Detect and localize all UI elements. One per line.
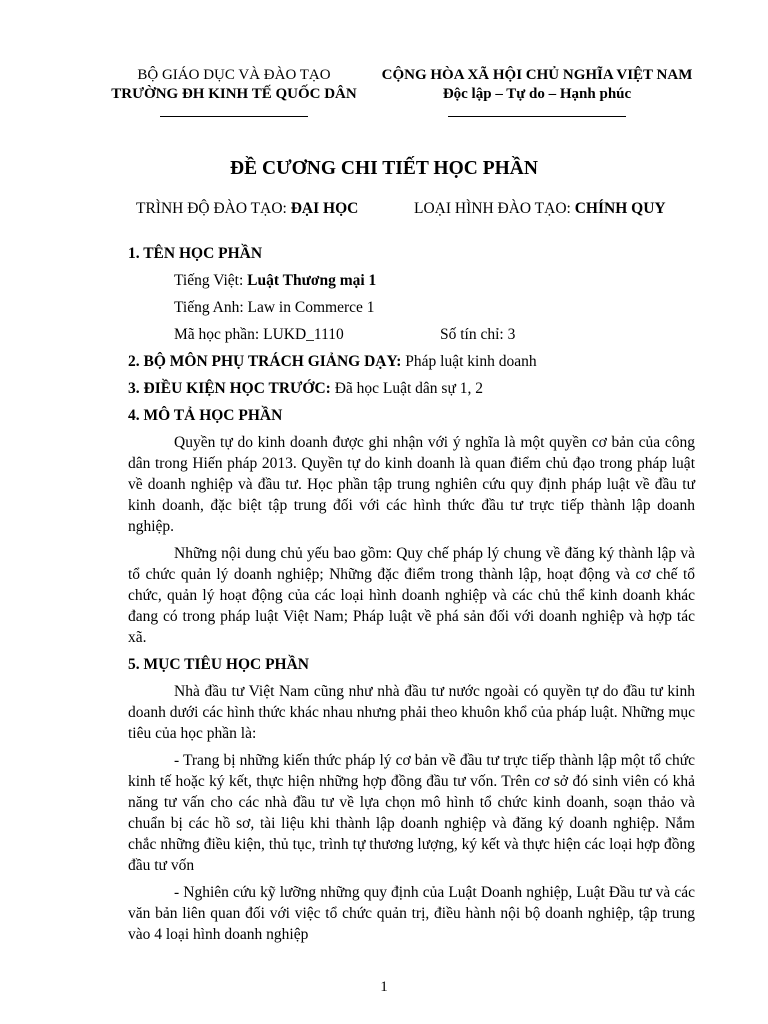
header-republic-block — [370, 66, 704, 117]
section-1-heading: 1. TÊN HỌC PHẦN — [128, 245, 263, 262]
section-5-heading: 5. MỤC TIÊU HỌC PHẦN — [128, 656, 309, 673]
training-type — [414, 198, 666, 219]
header-left-underline — [160, 116, 308, 117]
training-level-value: ĐẠI HỌC — [290, 200, 359, 217]
document-body — [128, 243, 695, 951]
course-name-english — [128, 297, 695, 318]
section-5-paragraph-3: - Nghiên cứu kỹ lưỡng những quy định của Luật Doanh nghiệp, Luật Đầu tư và các văn bản liên quan đối với việc tổ chức quản trị, điều hành nội bộ doanh nghiệp, tập trung vào 4 loại hình doanh nghiệp — [128, 884, 695, 943]
credits-label: Số tín chỉ: — [440, 326, 504, 343]
header-ministry-block — [96, 66, 372, 117]
course-code-value: LUKD_1110 — [263, 326, 344, 343]
section-2 — [128, 351, 695, 372]
english-value: Law in Commerce 1 — [247, 299, 375, 316]
section-5-paragraph-1: Nhà đầu tư Việt Nam cũng như nhà đầu tư nước ngoài có quyền tự do đầu tư kinh doanh dưới các hình thức khác nhau nhưng phải theo khuôn khổ của pháp luật. Những mục tiêu của học phần là: — [128, 683, 695, 742]
section-3-value: Đã học Luật dân sự 1, 2 — [334, 380, 483, 397]
section-4-paragraph-2: Những nội dung chủ yếu bao gồm: Quy chế pháp lý chung về đăng ký thành lập và tổ chức quản lý doanh nghiệp; Những đặc điểm trong thành lập, hoạt động và cơ chế tổ chức, quản lý hoạt động của các loại hình doanh nghiệp và các chủ thể kinh doanh khác đang có trong pháp luật Việt Nam; Pháp luật về phá sản đối với doanh nghiệp và hợp tác xã. — [128, 545, 695, 646]
document-title: ĐỀ CƯƠNG CHI TIẾT HỌC PHẦN — [230, 158, 538, 179]
english-label: Tiếng Anh: — [174, 299, 244, 316]
page-number: 1 — [380, 979, 388, 995]
university-name: TRƯỜNG ĐH KINH TẾ QUỐC DÂN — [111, 86, 357, 102]
course-code — [174, 324, 440, 345]
section-2-value: Pháp luật kinh doanh — [405, 353, 537, 370]
ministry-name: BỘ GIÁO DỤC VÀ ĐÀO TẠO — [137, 67, 331, 83]
credits-value: 3 — [507, 326, 516, 343]
section-4-paragraph-1: Quyền tự do kinh doanh được ghi nhận với ý nghĩa là một quyền cơ bản của công dân trong Hiến pháp 2013. Quyền tự do kinh doanh là quan điểm chủ đạo trong pháp luật về doanh nghiệp và đầu tư. Học phần tập trung nghiên cứu quy định pháp luật về đầu tư kinh doanh, đặc biệt tập trung đối với các hình thức đầu tư trực tiếp thành lập doanh nghiệp. — [128, 434, 695, 535]
section-3-heading: 3. ĐIỀU KIỆN HỌC TRƯỚC: — [128, 380, 331, 397]
training-type-label: LOẠI HÌNH ĐÀO TẠO: — [414, 200, 571, 217]
section-3 — [128, 378, 695, 399]
training-type-value: CHÍNH QUY — [574, 200, 666, 217]
vietnamese-label: Tiếng Việt: — [174, 272, 244, 289]
republic-name: CỘNG HÒA XÃ HỘI CHỦ NGHĨA VIỆT NAM — [381, 67, 693, 83]
section-4-heading: 4. MÔ TẢ HỌC PHẦN — [128, 407, 283, 424]
header-right-underline — [448, 116, 626, 117]
course-code-row — [128, 324, 695, 345]
section-5-paragraph-2: - Trang bị những kiến thức pháp lý cơ bản về đầu tư trực tiếp thành lập một tổ chức kinh tế hoặc ký kết, thực hiện những hợp đồng đầu tư vốn. Trên cơ sở đó sinh viên có khả năng tư vấn cho các nhà đầu tư về lựa chọn mô hình tổ chức kinh doanh, soạn thảo và chuẩn bị các hồ sơ, tài liệu khi thành lập doanh nghiệp và đăng ký doanh nghiệp. Nắm chắc những điều kiện, thủ tục, trình tự thương lượng, ký kết và thực hiện các loại hợp đồng đầu tư vốn — [128, 752, 695, 874]
vietnamese-value: Luật Thương mại 1 — [247, 272, 377, 289]
training-level-label: TRÌNH ĐỘ ĐÀO TẠO: — [136, 200, 287, 217]
national-motto: Độc lập – Tự do – Hạnh phúc — [442, 86, 632, 102]
course-name-vietnamese — [128, 270, 695, 291]
course-code-label: Mã học phần: — [174, 326, 260, 343]
section-2-heading: 2. BỘ MÔN PHỤ TRÁCH GIẢNG DẠY: — [128, 353, 402, 370]
training-info-row — [136, 198, 696, 219]
